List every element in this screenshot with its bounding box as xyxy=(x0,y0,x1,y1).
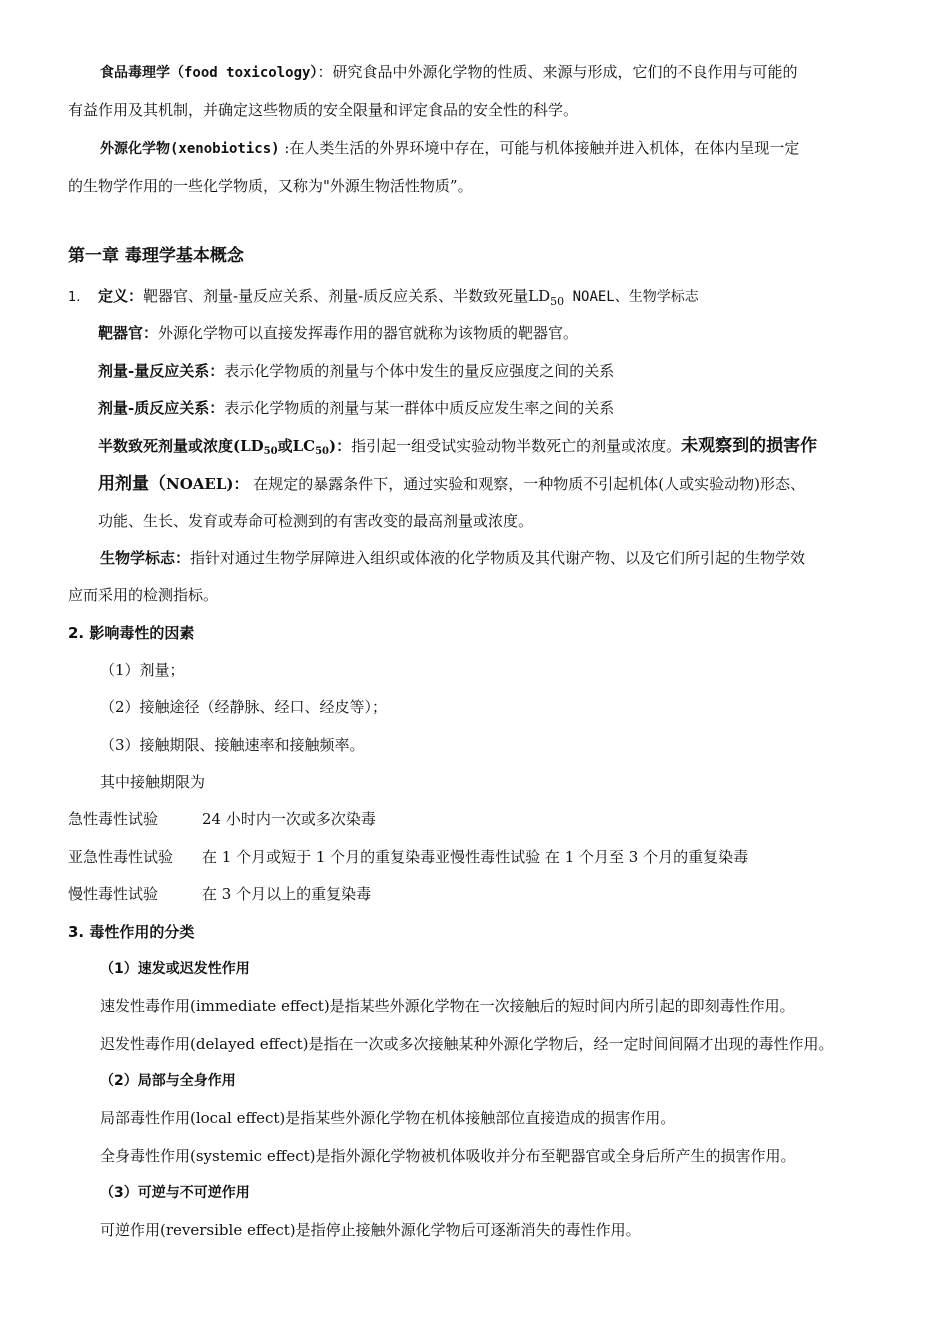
chapter-title: 第一章 毒理学基本概念 xyxy=(68,246,244,266)
systemic-effect-def: 全身毒性作用(systemic effect)是指外源化学物被机体吸收并分布至靶器官或全身后所产生的损害作用。 xyxy=(100,1147,796,1165)
ld50-term-c: )： xyxy=(329,437,352,455)
target-organ-def: 外源化学物可以直接发挥毒作用的器官就称为该物质的靶器官。 xyxy=(158,324,579,342)
target-organ-term: 靶器官： xyxy=(98,324,159,342)
biomarker-def-1: 指针对通过生物学屏障进入组织或体液的化学物质及其代谢产物、以及它们所引起的生物学效 xyxy=(190,549,806,567)
dose-response-term: 剂量-质反应关系： xyxy=(98,399,225,417)
item1-text: 靶器官、剂量-量反应关系、剂量-质反应关系、半数致死量LD xyxy=(143,287,551,305)
class2-title: （2）局部与全身作用 xyxy=(100,1073,236,1089)
dose-effect-def: 表示化学物质的剂量与个体中发生的量反应强度之间的关系 xyxy=(224,362,615,380)
factor-route: （2）接触途径（经静脉、经口、经皮等）； xyxy=(100,698,388,716)
acute-label: 急性毒性试验 xyxy=(68,810,159,828)
biomarker-line2: 应而采用的检测指标。 xyxy=(68,586,219,604)
acute-text: 24 小时内一次或多次染毒 xyxy=(202,810,376,828)
dose-effect-line xyxy=(98,361,884,381)
noael-term-c: )： xyxy=(226,475,249,493)
ld50-subscript-2: 50 xyxy=(315,446,329,457)
acute-test-row xyxy=(68,809,888,829)
chronic-label: 慢性毒性试验 xyxy=(68,885,159,903)
immediate-effect-def: 速发性毒作用(immediate effect)是指某些外源化学物在一次接触后的短时间内所引起的即刻毒性作用。 xyxy=(100,997,795,1015)
xenobiotics-def: :在人类生活的外界环境中存在，可能与机体接触并进入机体，在体内呈现一定 xyxy=(279,139,800,157)
subacute-text: 在 1 个月或短于 1 个月的重复染毒亚慢性毒性试验 在 1 个月至 3 个月的重复染毒 xyxy=(202,848,749,866)
class1-title: （1）速发或迟发性作用 xyxy=(100,961,250,977)
xenobiotics-para-line1 xyxy=(100,138,890,159)
noael-term-b: 用剂量（ xyxy=(98,474,166,494)
item1-tail: NOAEL、生物学标志 xyxy=(564,289,699,305)
item1-subscript: 50 xyxy=(550,295,565,308)
ld50-term-b: 或LC xyxy=(277,437,316,455)
biomarker-line1 xyxy=(100,548,890,568)
item1-number: 1. xyxy=(68,290,81,305)
food-toxicology-para-line1 xyxy=(100,62,890,83)
target-organ-line xyxy=(98,323,884,343)
reversible-effect-def: 可逆作用(reversible effect)是指停止接触外源化学物后可逐渐消失的毒性作用。 xyxy=(100,1221,641,1239)
dose-effect-term: 剂量-量反应关系： xyxy=(98,362,225,380)
noael-line2: 功能、生长、发育或寿命可检测到的有害改变的最高剂量或浓度。 xyxy=(98,512,534,530)
biomarker-term: 生物学标志： xyxy=(100,549,191,567)
xenobiotics-term: 外源化学物(xenobiotics) xyxy=(100,141,280,157)
noael-term-abbr: NOAEL xyxy=(166,475,227,493)
subacute-label: 亚急性毒性试验 xyxy=(68,848,174,866)
noael-line1 xyxy=(98,472,884,496)
item2-title: 2. 影响毒性的因素 xyxy=(68,624,195,642)
period-intro: 其中接触期限为 xyxy=(100,773,206,791)
dose-response-line xyxy=(98,398,884,418)
chronic-test-row xyxy=(68,884,888,904)
local-effect-def: 局部毒性作用(local effect)是指某些外源化学物在机体接触部位直接造成的损害作用。 xyxy=(100,1109,676,1127)
delayed-effect-def: 迟发性毒作用(delayed effect)是指在一次或多次接触某种外源化学物后，经一定时间间隔才出现的毒性作用。 xyxy=(100,1035,834,1053)
noael-term-a: 未观察到的损害作 xyxy=(681,436,818,456)
xenobiotics-para-line2: 的生物学作用的一些化学物质，又称为"外源生物活性物质”。 xyxy=(68,177,473,195)
subacute-test-row xyxy=(68,847,888,867)
noael-def-1: 在规定的暴露条件下，通过实验和观察，一种物质不引起机体(人或实验动物)形态、 xyxy=(248,475,805,493)
class3-title: （3）可逆与不可逆作用 xyxy=(100,1185,250,1201)
chronic-text: 在 3 个月以上的重复染毒 xyxy=(202,885,372,903)
ld50-def: 指引起一组受试实验动物半数死亡的剂量或浓度。 xyxy=(351,437,682,455)
ld50-term-a: 半数致死剂量或浓度(LD xyxy=(98,437,264,455)
ld50-line xyxy=(98,434,884,464)
food-toxicology-para-line2: 有益作用及其机制，并确定这些物质的安全限量和评定食品的安全性的科学。 xyxy=(68,101,579,119)
item1-definitions xyxy=(68,286,888,312)
food-toxicology-def: ：研究食品中外源化学物的性质、来源与形成，它们的不良作用与可能的 xyxy=(317,63,798,81)
factor-period: （3）接触期限、接触速率和接触频率。 xyxy=(100,736,365,754)
item3-title: 3. 毒性作用的分类 xyxy=(68,923,195,941)
ld50-subscript-1: 50 xyxy=(263,446,278,457)
factor-dose: （1）剂量； xyxy=(100,661,185,679)
item1-label: 定义： xyxy=(98,287,144,305)
dose-response-def: 表示化学物质的剂量与某一群体中质反应发生率之间的关系 xyxy=(224,399,615,417)
food-toxicology-term: 食品毒理学（food toxicology） xyxy=(100,65,318,81)
